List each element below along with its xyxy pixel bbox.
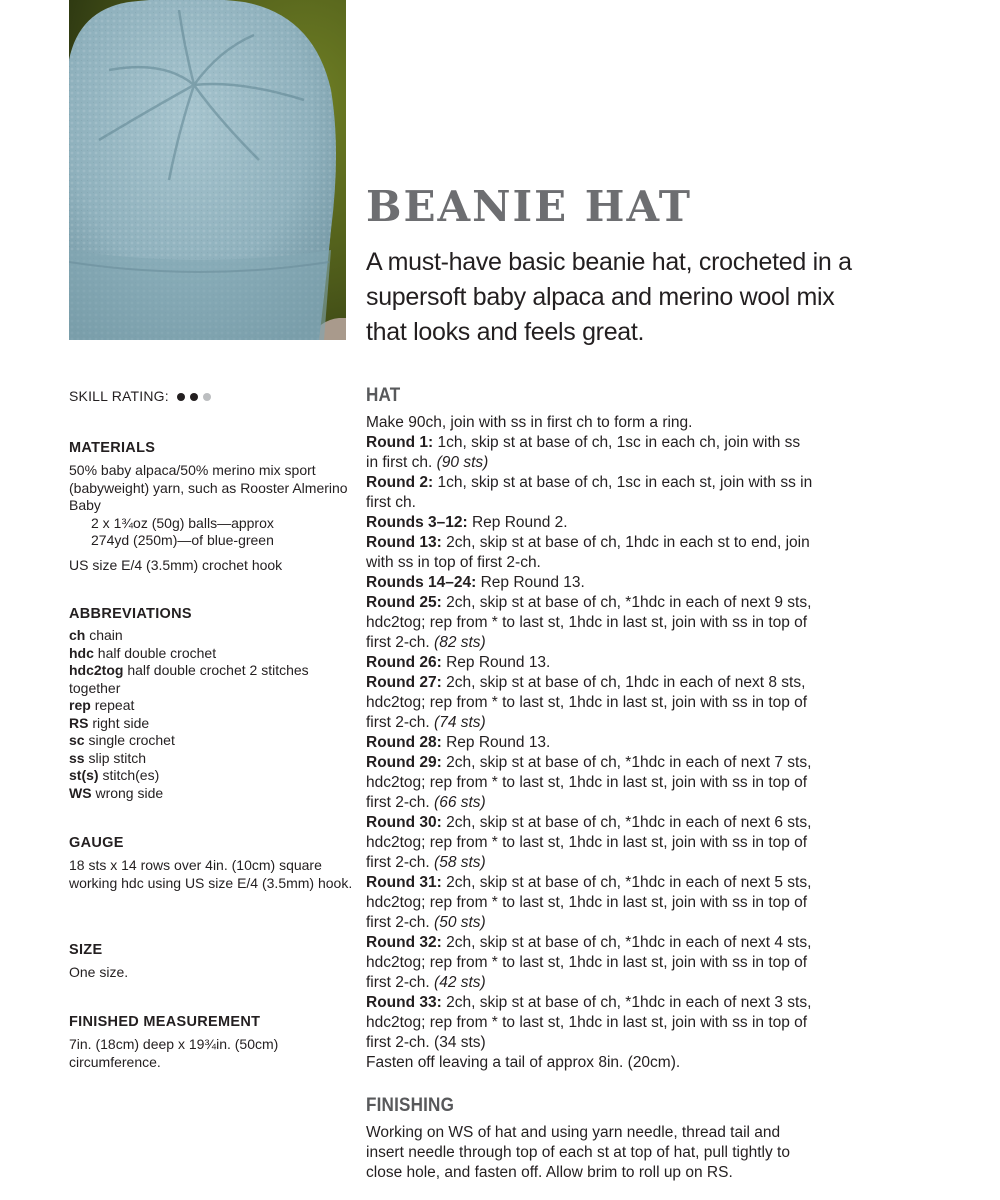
gauge-section	[69, 834, 354, 892]
skill-dot-empty-icon	[203, 393, 211, 401]
hat-intro: Make 90ch, join with ss in first ch to form a ring.	[366, 414, 693, 431]
abbreviation-item: rep repeat	[69, 697, 135, 713]
round-instruction: Rounds 14–24: Rep Round 13.	[366, 574, 585, 591]
abbreviations-list	[69, 627, 354, 802]
abbreviation-item: RS right side	[69, 714, 150, 731]
hat-photo	[69, 0, 346, 340]
abbreviation-item: hdc2tog half double crochet 2 stitches together	[69, 662, 309, 696]
materials-yarn: 50% baby alpaca/50% merino mix sport (babyweight) yarn, such as Rooster Almerino Baby	[69, 462, 348, 513]
materials-section	[69, 439, 354, 574]
abbreviations-section	[69, 605, 354, 802]
abbreviation-item: hdc half double crochet	[69, 644, 217, 661]
round-instruction: Round 33: 2ch, skip st at base of ch, *1hdc in each of next 3 sts, hdc2tog; rep from * to last st, 1hdc in last st, join with ss in top of first 2-ch. (34 sts)	[366, 994, 812, 1051]
materials-qty-2: 274yd (250m)—of blue-green	[91, 532, 274, 548]
hat-instructions	[366, 413, 816, 1073]
size-text: One size.	[69, 964, 129, 980]
fasten-off-text: Fasten off leaving a tail of approx 8in. (20cm).	[366, 1054, 681, 1071]
gauge-heading: GAUGE	[69, 835, 124, 851]
abbreviation-item: ss slip stitch	[69, 749, 147, 766]
skill-dot-filled-icon	[190, 393, 198, 401]
size-section	[69, 941, 354, 982]
page-title: BEANIE HAT	[366, 182, 692, 231]
round-instruction: Round 32: 2ch, skip st at base of ch, *1hdc in each of next 4 sts, hdc2tog; rep from * to last st, 1hdc in last st, join with ss in top of first 2-ch. (42 sts)	[366, 934, 812, 991]
finishing-heading: FINISHING	[366, 1095, 455, 1116]
abbreviation-item: ch chain	[69, 627, 123, 643]
round-instruction: Round 31: 2ch, skip st at base of ch, *1hdc in each of next 5 sts, hdc2tog; rep from * to last st, 1hdc in last st, join with ss in top of first 2-ch. (50 sts)	[366, 874, 812, 931]
materials-heading: MATERIALS	[69, 440, 156, 456]
skill-rating-dots	[172, 393, 211, 401]
left-column	[69, 388, 354, 1070]
skill-rating-label: SKILL RATING:	[69, 388, 169, 405]
hat-heading: HAT	[366, 385, 401, 406]
finished-measurement-heading: FINISHED MEASUREMENT	[69, 1014, 261, 1030]
abbreviation-item: st(s) stitch(es)	[69, 767, 160, 783]
finished-measurement-text: 7in. (18cm) deep x 19¾in. (50cm) circumference.	[69, 1036, 279, 1070]
round-instruction: Round 30: 2ch, skip st at base of ch, *1hdc in each of next 6 sts, hdc2tog; rep from * to last st, 1hdc in last st, join with ss in top of first 2-ch. (58 sts)	[366, 814, 812, 871]
round-instruction: Round 27: 2ch, skip st at base of ch, 1hdc in each of next 8 sts, hdc2tog; rep from * to last st, 1hdc in last st, join with ss in top of first 2-ch. (74 sts)	[366, 674, 808, 731]
gauge-text: 18 sts x 14 rows over 4in. (10cm) square working hdc using US size E/4 (3.5mm) hook.	[69, 857, 353, 891]
materials-qty-1: 2 x 1¾oz (50g) balls—approx	[91, 514, 274, 531]
abbreviation-item: WS wrong side	[69, 784, 164, 801]
finished-measurement-section	[69, 1013, 354, 1071]
round-instruction: Round 28: Rep Round 13.	[366, 734, 551, 751]
skill-dot-filled-icon	[177, 393, 185, 401]
finishing-text: Working on WS of hat and using yarn needle, thread tail and insert needle through top of each st at top of hat, pull tightly to close hole, and fasten off. Allow brim to roll up on RS.	[366, 1124, 790, 1181]
round-instruction: Round 26: Rep Round 13.	[366, 654, 551, 671]
beanie-illustration	[69, 0, 346, 340]
round-instruction: Round 25: 2ch, skip st at base of ch, *1hdc in each of next 9 sts, hdc2tog; rep from * to last st, 1hdc in last st, join with ss in top of first 2-ch. (82 sts)	[366, 594, 812, 651]
round-instruction: Round 29: 2ch, skip st at base of ch, *1hdc in each of next 7 sts, hdc2tog; rep from * to last st, 1hdc in last st, join with ss in top of first 2-ch. (66 sts)	[366, 754, 812, 811]
round-instruction: Round 13: 2ch, skip st at base of ch, 1hdc in each st to end, join with ss in top of first 2-ch.	[366, 534, 810, 571]
abbreviations-heading: ABBREVIATIONS	[69, 606, 192, 622]
round-instruction: Round 2: 1ch, skip st at base of ch, 1sc in each st, join with ss in first ch.	[366, 474, 813, 511]
skill-rating	[69, 388, 354, 406]
size-heading: SIZE	[69, 942, 103, 958]
intro-text: A must-have basic beanie hat, crocheted in a supersoft baby alpaca and merino wool mix that looks and feels great.	[366, 248, 852, 346]
instructions-column	[366, 385, 816, 1183]
round-instruction: Rounds 3–12: Rep Round 2.	[366, 514, 568, 531]
materials-hook: US size E/4 (3.5mm) crochet hook	[69, 556, 283, 573]
abbreviation-item: sc single crochet	[69, 732, 175, 748]
round-instruction: Round 1: 1ch, skip st at base of ch, 1sc in each ch, join with ss in first ch. (90 sts)	[366, 434, 801, 471]
